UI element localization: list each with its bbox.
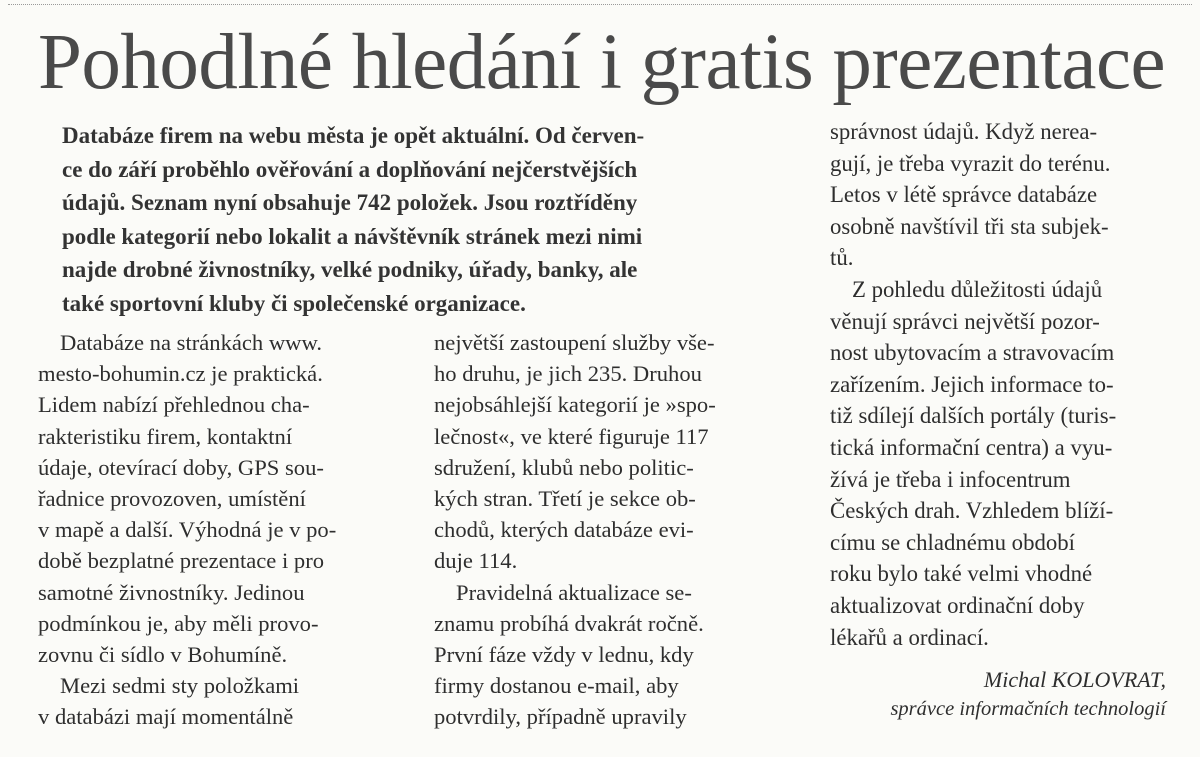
body-line: tická informační centra) a vyu- bbox=[830, 434, 1113, 460]
body-line: chodů, kterých databáze evi- bbox=[434, 517, 694, 543]
body-line: firmy dostanou e-mail, aby bbox=[434, 673, 679, 699]
author-role: správce informačních technologií bbox=[890, 698, 1166, 720]
body-line: duje 114. bbox=[434, 548, 518, 574]
body-line: v mapě a další. Výhodná je v po- bbox=[38, 517, 337, 543]
body-line: lečnost«, ve které figuruje 117 bbox=[434, 423, 709, 449]
lead-line: údajů. Seznam nyní obsahuje 742 položek. Jsou roztříděny bbox=[62, 190, 638, 215]
body-line: tiž sdílejí dalších portály (turis- bbox=[830, 403, 1117, 429]
body-line: Lidem nabízí přehlednou cha- bbox=[38, 392, 310, 418]
lead-line: Databáze firem na webu města je opět aktuální. Od červen- bbox=[62, 123, 645, 148]
body-line: podmínkou je, aby měli provo- bbox=[38, 610, 319, 636]
body-line: zařízením. Jejich informace to- bbox=[830, 371, 1114, 397]
body-line: žívá je třeba i infocentrum bbox=[830, 466, 1071, 492]
body-line: potvrdily, případně upravily bbox=[434, 704, 687, 730]
body-line: věnují správci největší pozor- bbox=[830, 308, 1100, 334]
author-name: Michal KOLOVRAT, bbox=[983, 667, 1166, 692]
body-line: První fáze vždy v lednu, kdy bbox=[434, 642, 694, 668]
lead-line: ce do září proběhlo ověřování a doplňování nejčerstvějších bbox=[62, 156, 638, 182]
body-line: Pravidelná aktualizace se- bbox=[456, 579, 692, 605]
body-line: tů. bbox=[830, 245, 854, 271]
lead-line: také sportovní kluby či společenské organizace. bbox=[62, 290, 526, 316]
body-line: címu se chladnému období bbox=[830, 529, 1076, 555]
body-line: řadnice provozoven, umístění bbox=[38, 486, 306, 512]
body-line: správnost údajů. Když nerea- bbox=[830, 119, 1098, 144]
article-headline: Pohodlné hledání i gratis prezentace bbox=[38, 19, 1166, 106]
body-column-2 bbox=[434, 327, 784, 733]
body-line: zovnu či sídlo v Bohumíně. bbox=[38, 642, 288, 668]
body-line: době bezplatné prezentace i pro bbox=[38, 548, 325, 574]
top-rule bbox=[8, 4, 1192, 5]
body-line: znamu probíhá dvakrát ročně. bbox=[434, 610, 704, 636]
body-line: rakteristiku firem, kontaktní bbox=[38, 423, 293, 449]
body-line: největší zastoupení služby vše- bbox=[434, 330, 715, 355]
body-line: gují, je třeba vyrazit do terénu. bbox=[830, 150, 1111, 176]
body-line: Z pohledu důležitosti údajů bbox=[852, 276, 1103, 302]
body-line: Databáze na stránkách www. bbox=[60, 330, 323, 355]
body-line: Mezi sedmi sty položkami bbox=[60, 673, 300, 699]
body-line: sdružení, klubů nebo politic- bbox=[434, 454, 694, 480]
body-line: nost ubytovacím a stravovacím bbox=[830, 340, 1115, 366]
body-line: osobně navštívil tři sta subjek- bbox=[830, 213, 1109, 239]
body-line: roku bylo také velmi vhodné bbox=[830, 561, 1093, 587]
body-column-1 bbox=[38, 327, 388, 733]
body-line: lékařů a ordinací. bbox=[830, 624, 989, 650]
body-line: Letos v létě správce databáze bbox=[830, 182, 1098, 208]
lead-paragraph bbox=[62, 119, 792, 320]
body-line: aktualizovat ordinační doby bbox=[830, 592, 1085, 618]
body-column-3 bbox=[830, 116, 1180, 653]
body-line: v databázi mají momentálně bbox=[38, 704, 294, 730]
body-line: mesto-bohumin.cz je praktická. bbox=[38, 361, 323, 387]
lead-line: najde drobné živnostníky, velké podniky, úřady, banky, ale bbox=[62, 257, 638, 282]
body-line: nejobsáhlejší kategorií je »spo- bbox=[434, 392, 716, 418]
body-line: údaje, otevírací doby, GPS sou- bbox=[38, 454, 324, 480]
body-line: samotné živnostníky. Jedinou bbox=[38, 579, 305, 605]
body-line: Českých drah. Vzhledem blíží- bbox=[830, 498, 1114, 524]
lead-line: podle kategorií nebo lokalit a návštěvník stránek mezi nimi bbox=[62, 223, 643, 249]
body-line: kých stran. Třetí je sekce ob- bbox=[434, 486, 696, 512]
body-line: ho druhu, je jich 235. Druhou bbox=[434, 361, 702, 387]
